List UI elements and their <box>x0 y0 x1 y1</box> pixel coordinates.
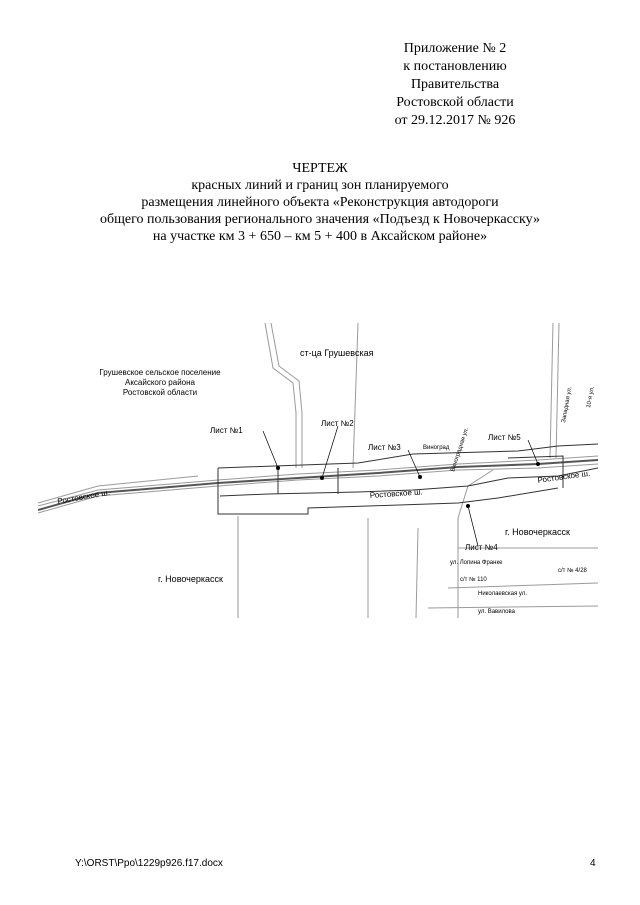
label-street-1: ул. Лопина Франке <box>450 560 503 566</box>
label-stanitsa: ст-ца Грушевская <box>300 348 374 358</box>
map-drawing <box>38 318 598 618</box>
label-city-left: г. Новочеркасск <box>158 574 223 584</box>
label-street-v2: Западная ул. <box>561 386 574 424</box>
title-heading: ЧЕРТЕЖ <box>292 161 348 176</box>
footer-page-number: 4 <box>590 858 596 869</box>
label-sheet2: Лист №2 <box>321 419 354 428</box>
appendix-line-2: к постановлению <box>403 59 507 74</box>
appendix-line-5: от 29.12.2017 № 926 <box>394 113 516 128</box>
label-road-right: Ростовское ш. <box>537 468 591 485</box>
label-road-left: Ростовское ш. <box>56 487 111 506</box>
title-line-3: общего пользования регионального значения «Подъезд к Новочеркасску» <box>100 212 540 227</box>
label-vinograd: Виноград <box>423 445 450 451</box>
appendix-line-1: Приложение № 2 <box>403 41 507 56</box>
label-settlement-3: Ростовской области <box>122 388 198 397</box>
label-settlement-2: Аксайского района <box>125 378 195 387</box>
label-street-v3: 10-я ул. <box>586 386 596 409</box>
label-city-right: г. Новочеркасск <box>505 527 570 537</box>
label-street-2: Николаевская ул. <box>478 591 527 597</box>
label-st428: с/т № 4/28 <box>558 568 587 574</box>
label-road-center: Ростовское ш. <box>369 487 423 500</box>
label-street-3: ул. Вавилова <box>478 609 515 615</box>
appendix-block <box>345 40 565 130</box>
appendix-line-4: Ростовской области <box>396 95 514 110</box>
map-svg <box>38 318 598 618</box>
title-line-4: на участке км 3 + 650 – км 5 + 400 в Аксайском районе» <box>152 229 488 244</box>
main-road <box>38 460 598 510</box>
label-street-v1: Виноградная ул. <box>450 427 471 473</box>
label-st110: с/т № 110 <box>460 577 487 583</box>
appendix-line-3: Правительства <box>410 77 500 92</box>
label-settlement-1: Грушевское сельское поселение <box>99 368 221 377</box>
label-sheet3: Лист №3 <box>368 443 401 452</box>
label-sheet5: Лист №5 <box>488 433 521 442</box>
document-title <box>40 160 600 245</box>
label-sheet1: Лист №1 <box>210 426 243 435</box>
label-sheet4: Лист №4 <box>465 543 498 552</box>
title-line-1: красных линий и границ зон планируемого <box>191 178 449 193</box>
title-line-2: размещения линейного объекта «Реконструкция автодороги <box>141 195 499 210</box>
footer-file-path: Y:\ORST\Ppo\1229p926.f17.docx <box>75 858 223 869</box>
